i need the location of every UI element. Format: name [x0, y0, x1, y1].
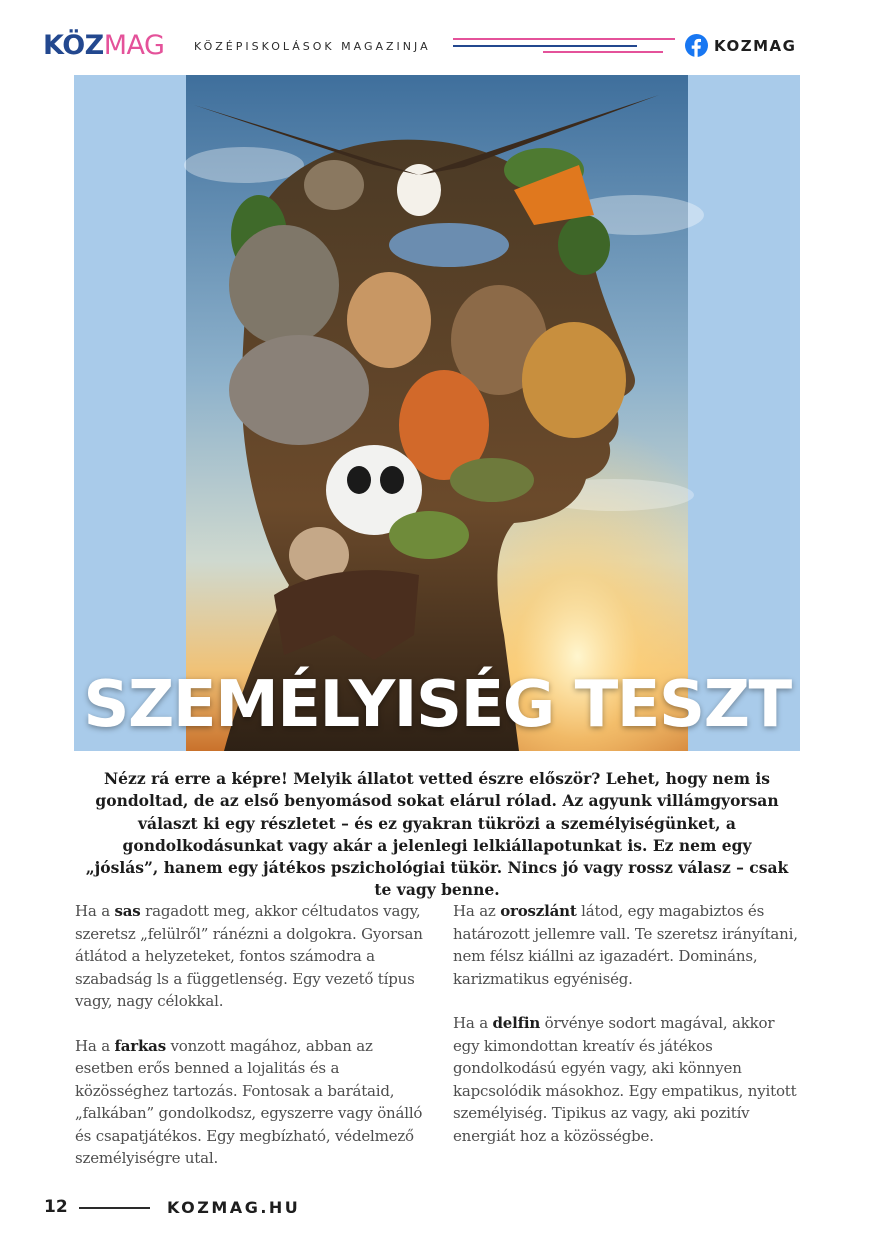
page-header — [0, 0, 874, 74]
intro-paragraph: Nézz rá erre a képre! Melyik állatot vetted észre először? Lehet, hogy nem is gondoltad, de az első benyomásod sokat elárul rólad. Az agyunk villámgyorsan választ ki egy részletet – és ez gyakran tükrözi a személyiségünket, a gondolkodásunkat vagy akár a jelenlegi lelkiállapotunkat is. Ez nem egy „jóslás”, hanem egy játékos pszichológiai tükör. Nincs jó vagy rossz válasz – csak te vagy benne. — [85, 769, 789, 900]
magazine-tagline: KÖZÉPISKOLÁSOK MAGAZINJA — [194, 40, 431, 53]
answer-text: látod, egy magabiztos és határozott jellemre vall. Te szeretsz irányítani, nem félsz kiállni az igazadért. Domináns, karizmatikus egyéniség. — [453, 902, 798, 988]
page-number: 12 — [44, 1197, 68, 1217]
answer-lion — [453, 900, 803, 990]
logo-mag: MAG — [103, 30, 165, 61]
answer-text: ragadott meg, akkor céltudatos vagy, szeretsz „felülről” ránézni a dolgokra. Gyorsan átlátod a helyzeteket, fontos számodra a szabadság ls a függetlenség. Egy vezető típus vagy, nagy célokkal. — [75, 902, 423, 1010]
hero-image-frame — [74, 75, 800, 751]
magazine-logo[interactable] — [43, 31, 164, 61]
answer-wolf — [75, 1035, 427, 1170]
logo-koz: KÖZ — [43, 30, 104, 61]
facebook-page-name[interactable]: KOZMAG — [714, 37, 797, 55]
answer-eagle — [75, 900, 427, 1013]
animal-name: delfin — [492, 1014, 541, 1032]
facebook-icon[interactable] — [685, 34, 708, 57]
right-column — [453, 900, 803, 1169]
animal-name: farkas — [114, 1036, 166, 1055]
answer-prefix: Ha az — [453, 902, 501, 920]
answer-dolphin — [453, 1012, 803, 1147]
animal-name: oroszlánt — [500, 902, 577, 920]
answer-prefix: Ha a — [453, 1014, 493, 1032]
header-decorative-lines — [453, 36, 675, 56]
footer-divider — [79, 1207, 150, 1209]
animal-head-illustration — [74, 75, 800, 751]
answer-text: vonzott magához, abban az esetben erős benned a lojalitás és a közösséghez tartozás. Fontosak a barátaid, „falkában” gondolkodsz, egyszerre vagy önálló és csapatjátékos. Egy megbízható, védelmező személyiségre utal. — [75, 1036, 423, 1167]
answer-prefix: Ha a — [75, 902, 115, 920]
left-column — [75, 900, 427, 1192]
website-link[interactable]: KOZMAG.HU — [167, 1198, 301, 1217]
page-title: SZEMÉLYISÉG TESZT — [83, 668, 791, 742]
animal-name: sas — [114, 902, 141, 920]
answer-text: örvénye sodort magával, akkor egy kimondottan kreatív és játékos gondolkodású egyén vagy, aki könnyen kapcsolódik másokhoz. Egy empatikus, nyitott személyiség. Tipikus az vagy, aki pozitív energiát hoz a közösségbe. — [453, 1014, 797, 1145]
answer-prefix: Ha a — [75, 1036, 115, 1055]
